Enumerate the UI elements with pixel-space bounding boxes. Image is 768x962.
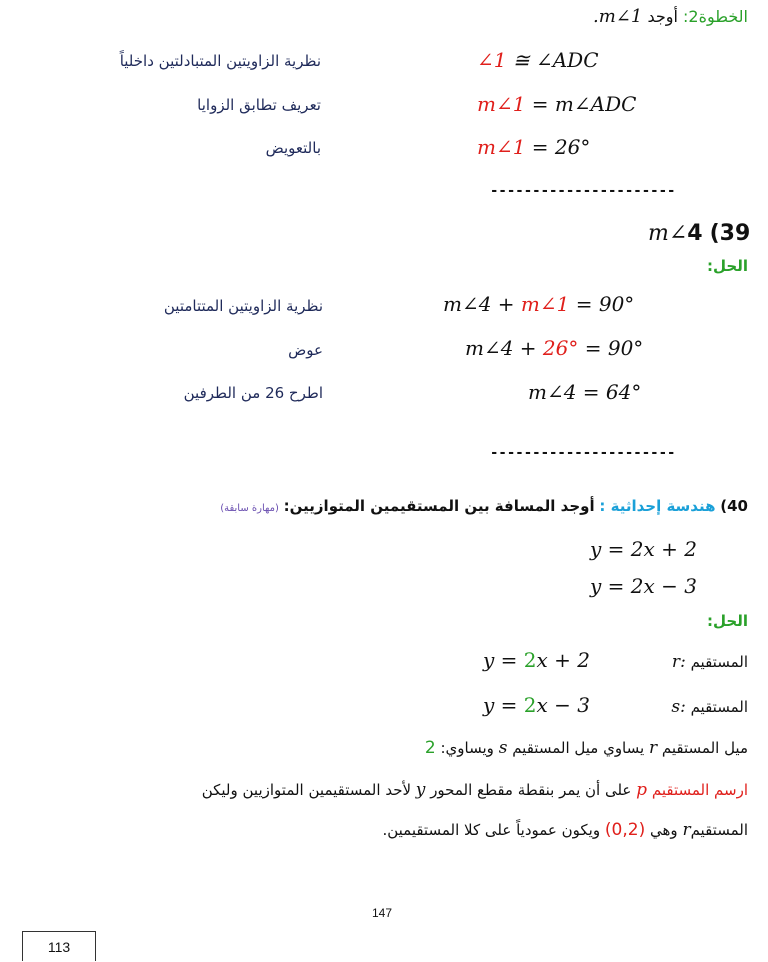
proof1-row-2-reason: تعريف تطابق الزوايا — [197, 96, 321, 114]
line-r-equation: y = 2x + 2 — [483, 648, 590, 672]
step2-math: m∠1. — [593, 6, 643, 27]
problem40-question: أوجد المسافة بين المستقيمين المتوازيين: — [283, 497, 595, 515]
proof2-row-3-math: m∠4 = 64° — [528, 380, 642, 404]
proof1-row-3-math: m∠1 = 26° — [477, 135, 591, 159]
page-number-center: 147 — [372, 906, 393, 920]
line-s-label: المستقيم :s — [671, 697, 748, 717]
problem40-topic: هندسة إحداثية : — [599, 497, 716, 515]
slope-sentence: ميل المستقيم r يساوي ميل المستقيم s ويساوي: 2 — [424, 738, 748, 758]
draw-sentence-line-1: ارسم المستقيم p على أن يمر بنقطة مقطع المحور y لأحد المستقيمين المتوازيين وليكن — [201, 780, 748, 800]
page-number-box: 113 — [22, 931, 96, 961]
problem39-heading: m∠4 (39 — [648, 221, 751, 246]
problem40-number: 40) — [720, 497, 748, 515]
problem40-eq2: y = 2x − 3 — [590, 574, 697, 598]
separator-2: ---------------------- — [490, 445, 676, 461]
proof1-row-1-reason: نظرية الزاويتين المتبادلتين داخلياً — [119, 52, 321, 70]
problem40-solution-label: الحل: — [707, 612, 748, 630]
proof1-row-1-math: ∠1 ≅ ∠ADC — [477, 48, 599, 72]
proof2-row-3-reason: اطرح 26 من الطرفين — [183, 384, 323, 402]
problem40-eq1: y = 2x + 2 — [590, 537, 697, 561]
problem39-solution-label: الحل: — [707, 257, 748, 275]
step2-text: أوجد — [647, 7, 678, 26]
proof2-row-1-reason: نظرية الزاويتين المتتامتين — [163, 297, 323, 315]
problem40-heading — [220, 497, 748, 515]
draw-sentence-line-2: المستقيمr وهي (0,2) ويكون عمودياً على كلا المستقيمين. — [382, 820, 748, 840]
proof2-row-2-math: m∠4 + 26° = 90° — [465, 336, 644, 360]
proof1-row-3-reason: بالتعويض — [265, 139, 321, 157]
proof1-row-2-math: m∠1 = m∠ADC — [477, 92, 637, 116]
separator-1: ---------------------- — [490, 183, 676, 199]
line-r-label: المستقيم :r — [671, 652, 748, 672]
step2-line — [593, 6, 748, 27]
step2-label: الخطوة2: — [683, 7, 748, 26]
proof2-row-1-math: m∠4 + m∠1 = 90° — [443, 292, 635, 316]
problem40-tag: (مهارة سابقة) — [220, 503, 279, 514]
line-s-equation: y = 2x − 3 — [483, 693, 590, 717]
proof2-row-2-reason: عوض — [288, 341, 323, 359]
